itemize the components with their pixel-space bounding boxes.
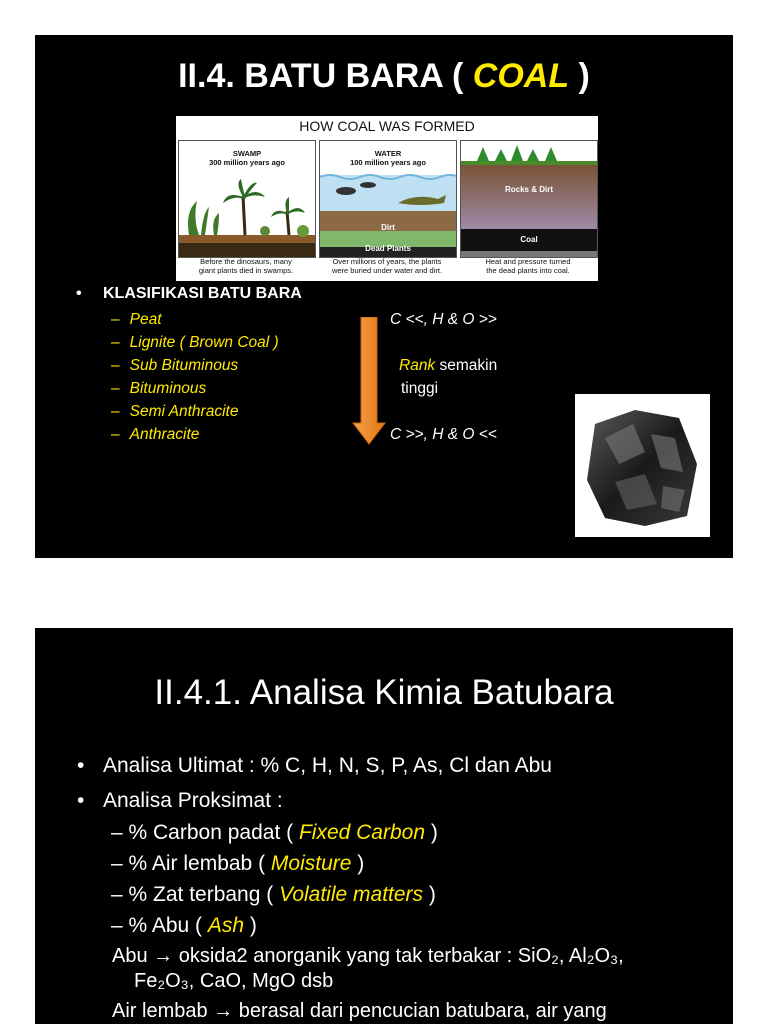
caption-coal: Heat and pressure turned the dead plants into coal. [485,257,571,275]
slide-title: II.4.1. Analisa Kimia Batubara [154,673,614,712]
ash-description: Abu → oksida2 anorganik yang tak terbakar : SiO₂, Al₂O₃, [112,945,624,967]
slide-title: II.4. BATU BARA ( COAL ) [178,57,590,95]
down-arrow-icon [351,317,387,445]
class-item-anthracite: – Anthracite [111,426,200,443]
caption-water: Over millions of years, the plants were buried under water and dirt. [331,257,443,275]
slide-coal-classification: II.4. BATU BARA ( COAL ) HOW COAL WAS FORMED SWAMP 300 million years ago WATER 100 million years ago Dirt Dead Plants Rocks & Dirt Coal Before the dinosaurs, many giant plants died in swamps. Over millions of years, the plants were buried under water and dirt. Heat and pressure turned the dead plants into coal. • KLASIFIKASI BATU BARA – Peat – Lignite ( Brown Coal ) – Sub Bituminous – Bituminous – Semi Anthracite – Anthracite C <<, H & O >> Rank semakin tinggi C >>, H & O << [35,35,733,558]
caption-swamp: Before the dinosaurs, many giant plants died in swamps. [198,257,294,275]
water-layers-illustration [320,141,456,257]
class-item-lignite: – Lignite ( Brown Coal ) [111,334,279,351]
item-fixed-carbon: – % Carbon padat ( Fixed Carbon ) [111,821,438,844]
class-item-bituminous: – Bituminous [111,380,207,397]
item-ash: – % Abu ( Ash ) [111,914,257,937]
slide-chemical-analysis [35,628,733,1024]
moisture-description: Air lembab → berasal dari pencucian batubara, air yang [112,1000,607,1022]
swamp-plants-illustration [179,141,315,257]
ash-description-cont: Fe₂O₃, CaO, MgO dsb [134,970,334,992]
note-high-carbon: C >>, H & O << [390,426,497,443]
note-rank: Rank semakin [399,357,498,374]
bullet-ultimate-analysis: • Analisa Ultimat : % C, H, N, S, P, As, Cl dan Abu [77,754,552,777]
note-low-carbon: C <<, H & O >> [390,311,497,328]
class-item-sub-bituminous: – Sub Bituminous [111,357,239,374]
note-tinggi: tinggi [401,380,439,397]
coal-lump-icon [575,394,710,537]
diagram-title: HOW COAL WAS FORMED [299,118,475,134]
coal-formation-diagram [176,116,598,281]
coal-panel: Rocks & Dirt Coal [460,140,598,258]
water-panel: WATER 100 million years ago Dirt Dead Plants [319,140,457,258]
swamp-panel: SWAMP 300 million years ago [178,140,316,258]
class-item-semi-anthracite: – Semi Anthracite [111,403,239,420]
item-volatile-matters: – % Zat terbang ( Volatile matters ) [111,883,436,906]
coal-lump-image [575,394,710,537]
class-item-peat: – Peat [111,311,162,328]
bullet-proximate-analysis: • Analisa Proksimat : [77,789,283,812]
item-moisture: – % Air lembab ( Moisture ) [111,852,365,875]
